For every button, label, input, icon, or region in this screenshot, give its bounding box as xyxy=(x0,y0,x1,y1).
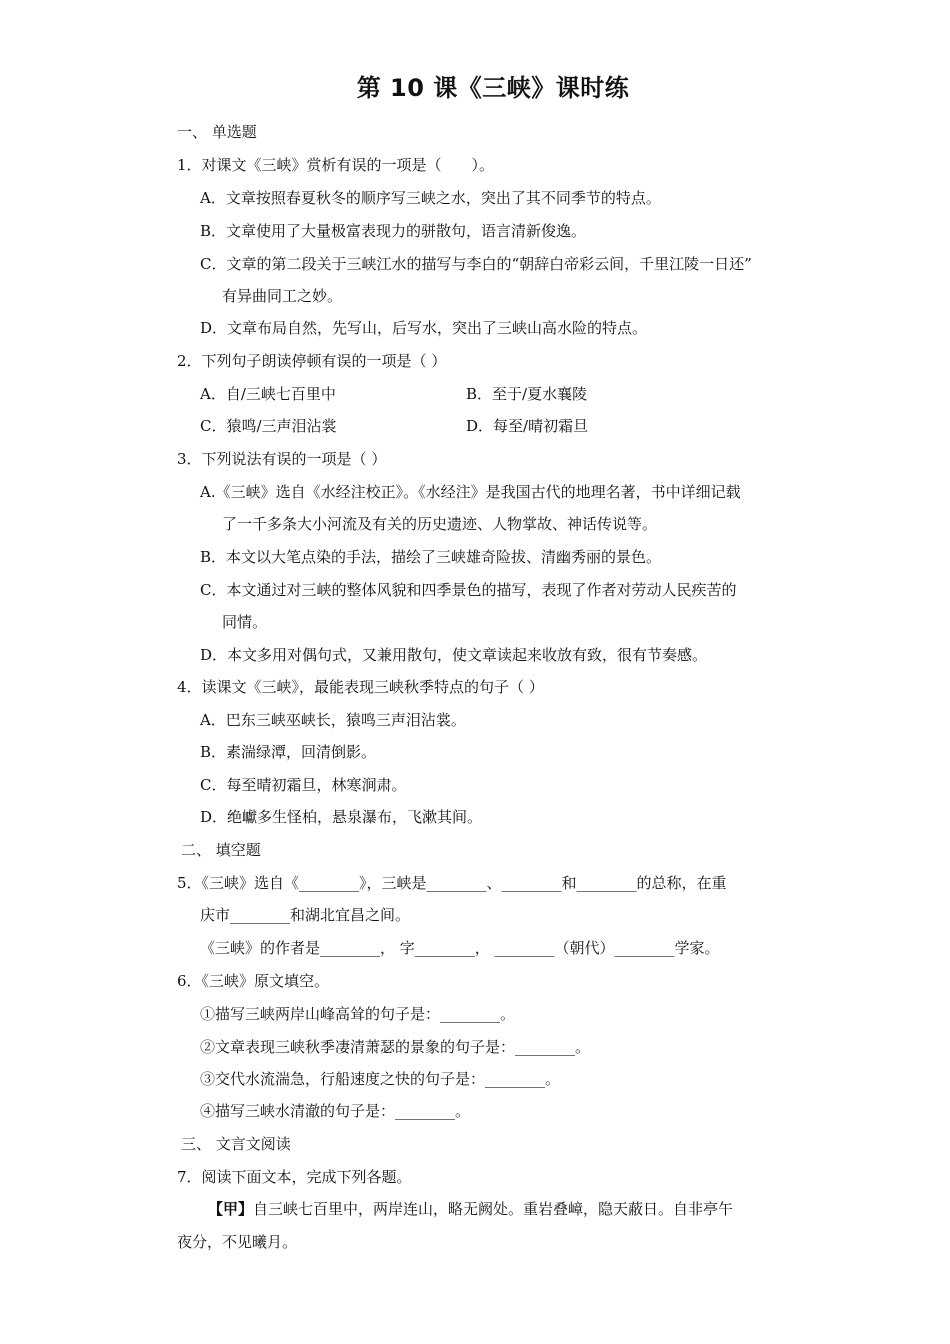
question-4-option-d: D．绝巘多生怪柏，悬泉瀑布，飞漱其间。 xyxy=(200,808,483,826)
question-5-line-3: 《三峡》的作者是________， 字________， ________（朝代）________学家。 xyxy=(200,939,720,957)
question-2-option-b: B．至于/夏水襄陵 xyxy=(466,385,588,403)
question-1-option-a: A．文章按照春夏秋冬的顺序写三峡之水，突出了其不同季节的特点。 xyxy=(200,189,661,207)
passage-a-line-2: 夜分，不见曦月。 xyxy=(177,1233,298,1251)
question-6-item-3: ③交代水流湍急，行船速度之快的句子是：________。 xyxy=(200,1070,561,1088)
question-4-option-b: B．素湍绿潭，回清倒影。 xyxy=(200,743,377,761)
question-3-option-a-continued: 了一千多条大小河流及有关的历史遗迹、人物掌故、神话传说等。 xyxy=(222,515,658,533)
passage-a-text: 自三峡七百里中，两岸连山，略无阙处。重岩叠嶂，隐天蔽日。自非亭午 xyxy=(253,1200,734,1218)
question-5-line-2: 庆市________和湖北宜昌之间。 xyxy=(200,906,411,924)
question-2-stem: 2．下列句子朗读停顿有误的一项是（ ） xyxy=(177,352,447,370)
question-3-option-c-continued: 同情。 xyxy=(222,613,268,631)
question-7-stem: 7．阅读下面文本，完成下列各题。 xyxy=(177,1168,412,1186)
question-6-item-4: ④描写三峡水清澈的句子是：________。 xyxy=(200,1102,471,1120)
question-4-option-a: A．巴东三峡巫峡长，猿鸣三声泪沾裳。 xyxy=(200,711,466,729)
question-6-item-2: ②文章表现三峡秋季凄清萧瑟的景象的句子是：________。 xyxy=(200,1038,591,1056)
question-4-option-c: C．每至晴初霜旦，林寒涧肃。 xyxy=(200,776,407,794)
question-3-option-a: A.《三峡》选自《水经注校正》。《水经注》是我国古代的地理名著，书中详细记载 xyxy=(200,483,741,501)
question-6-item-1: ①描写三峡两岸山峰高耸的句子是：________。 xyxy=(200,1005,516,1023)
question-3-option-d: D．本文多用对偶句式，又兼用散句，使文章读起来收放有致，很有节奏感。 xyxy=(200,646,708,664)
section-heading-fill-blank: 二、 填空题 xyxy=(181,841,261,859)
question-3-stem: 3．下列说法有误的一项是（ ） xyxy=(177,450,387,468)
passage-a-tag: 【甲】 xyxy=(208,1200,254,1218)
section-heading-single-choice: 一、 单选题 xyxy=(177,123,257,141)
question-2-option-a: A．自/三峡七百里中 xyxy=(200,385,336,403)
question-6-stem: 6．《三峡》原文填空。 xyxy=(177,972,330,990)
question-2-option-c: C．猿鸣/三声泪沾裳 xyxy=(200,417,337,435)
question-3-option-c: C．本文通过对三峡的整体风貌和四季景色的描写，表现了作者对劳动人民疾苦的 xyxy=(200,581,737,599)
question-1-option-b: B．文章使用了大量极富表现力的骈散句，语言清新俊逸。 xyxy=(200,222,587,240)
page-title: 第 10 课《三峡》课时练 xyxy=(356,74,630,102)
question-1-option-c-continued: 有异曲同工之妙。 xyxy=(222,287,343,305)
question-4-stem: 4．读课文《三峡》，最能表现三峡秋季特点的句子（ ） xyxy=(177,678,544,696)
question-3-option-b: B．本文以大笔点染的手法，描绘了三峡雄奇险拔、清幽秀丽的景色。 xyxy=(200,548,662,566)
question-5-line-1: 5．《三峡》选自《________》，三峡是________、________和________的总称，在重 xyxy=(177,874,727,892)
passage-a-line-1 xyxy=(208,1198,733,1220)
question-2-option-d: D．每至/晴初霜旦 xyxy=(466,417,589,435)
question-1-stem: 1．对课文《三峡》赏析有误的一项是（ ）。 xyxy=(177,156,495,174)
question-1-option-c: C．文章的第二段关于三峡江水的描写与李白的“朝辞白帝彩云间，千里江陵一日还” xyxy=(200,255,752,273)
section-heading-classical-reading: 三、 文言文阅读 xyxy=(181,1135,291,1153)
question-1-option-d: D．文章布局自然，先写山，后写水，突出了三峡山高水险的特点。 xyxy=(200,319,648,337)
